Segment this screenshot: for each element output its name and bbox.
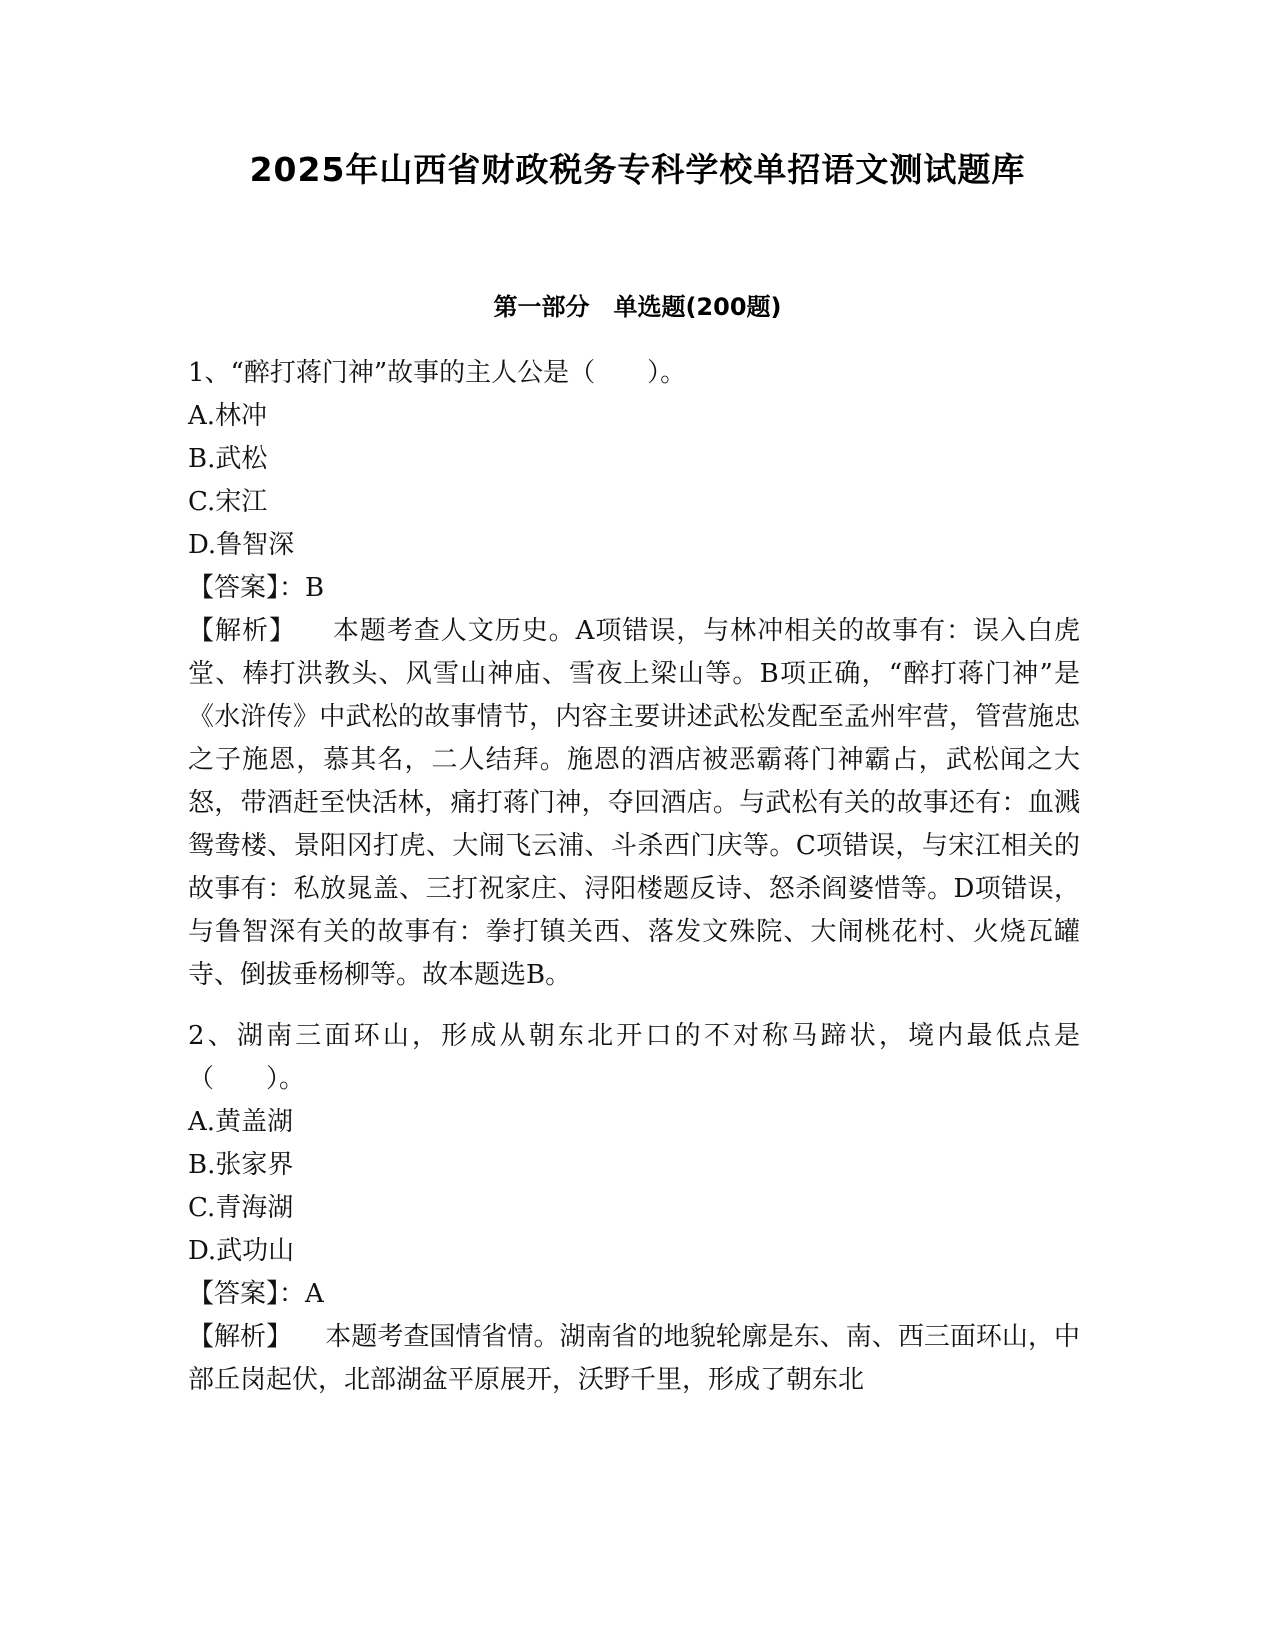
answer-value: B [305,573,325,603]
analysis-text: 本题考查人文历史。A项错误，与林冲相关的故事有：误入白虎堂、棒打洪教头、风雪山神庙、雪夜上梁山等。B项正确，“醉打蒋门神”是《水浒传》中武松的故事情节，内容主要讲述武松发配至孟州牢营，管营施忠之子施恩，慕其名，二人结拜。施恩的酒店被恶霸蒋门神霸占，武松闻之大怒，带酒赶至快活林，痛打蒋门神，夺回酒店。与武松有关的故事还有：血溅鸳鸯楼、景阳冈打虎、大闹飞云浦、斗杀西门庆等。C项错误，与宋江相关的故事有：私放晁盖、三打祝家庄、浔阳楼题反诗、怒杀阎婆惜等。D项错误，与鲁智深有关的故事有：拳打镇关西、落发文殊院、大闹桃花村、火烧瓦罐寺、倒拔垂杨柳等。故本题选B。 [188,616,1080,990]
answer-label: 【答案】： [188,1279,306,1309]
analysis-paragraph [188,610,1080,997]
option-a: A.黄盖湖 [188,1107,294,1137]
option-b: B.武松 [188,444,268,474]
question-list [188,352,1080,1402]
option-d: D.鲁智深 [188,530,295,560]
option-a: A.林冲 [188,401,268,431]
option-b: B.张家界 [188,1150,294,1180]
document-title: 2025年山西省财政税务专科学校单招语文测试题库 [249,150,1026,189]
option-c: C.宋江 [188,487,268,517]
analysis-label: 【解析】 [188,616,296,646]
analysis-text: 本题考查国情省情。湖南省的地貌轮廓是东、南、西三面环山，中部丘岗起伏，北部湖盆平原展开，沃野千里，形成了朝东北 [188,1322,1080,1395]
analysis-paragraph [188,1316,1080,1402]
question-stem: 2、湖南三面环山，形成从朝东北开口的不对称马蹄状，境内最低点是（ ）。 [188,1021,1080,1094]
answer-value: A [305,1279,324,1309]
answer-label: 【答案】： [188,573,306,603]
option-c: C.青海湖 [188,1193,294,1223]
section-heading: 第一部分 单选题(200题) [493,293,782,321]
option-d: D.武功山 [188,1236,295,1266]
question-item [188,352,1080,997]
question-stem: 1、“醉打蒋门神”故事的主人公是（ ）。 [188,358,687,388]
answer-line [188,567,1080,610]
answer-line [188,1273,1080,1316]
analysis-label: 【解析】 [188,1322,293,1352]
question-item [188,1015,1080,1402]
